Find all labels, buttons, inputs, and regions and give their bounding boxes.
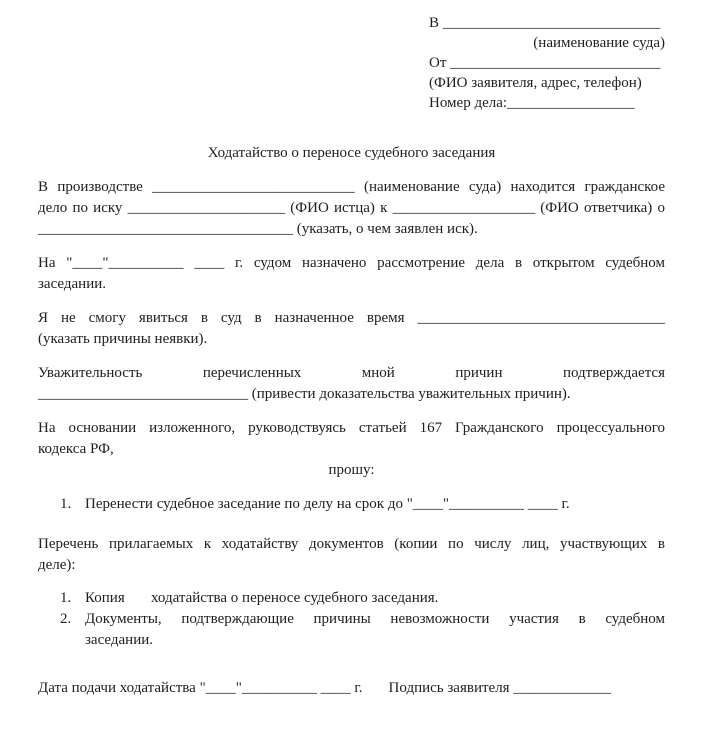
court-name-caption: (наименование суда) [533, 35, 665, 51]
filing-date-blank: Дата подачи ходатайства "____"__________ ____ г. [38, 680, 363, 696]
applicant-caption: (ФИО заявителя, адрес, телефон) [429, 75, 642, 91]
footer-row [38, 678, 665, 699]
attachment-item-text: Копия ходатайства о переносе судебного заседания. [85, 590, 439, 606]
court-header-block [429, 13, 665, 113]
paragraph-cannot-attend-line: Я не смогу явиться в суд в назначенное время _________________________________ [38, 310, 665, 326]
attachments-intro-line: Перечень прилагаемых к ходатайству документов (копии по числу лиц, участвующих в [38, 536, 665, 552]
motion-request-item-text: Перенести судебное заседание по делу на срок до "____"__________ ____ г. [85, 496, 570, 512]
motion-request-item-number: 1. [60, 496, 72, 512]
attachment-item-text: заседании. [85, 632, 154, 648]
paragraph-legal-basis-line: На основании изложенного, руководствуясь статьей 167 Гражданского процессуального [38, 420, 665, 436]
paragraph-valid-reasons-line: Уважительность перечисленных мной причин подтверждается [38, 365, 665, 381]
document-title: Ходатайство о переносе судебного заседания [207, 145, 496, 161]
motion-request-item [38, 494, 665, 515]
attachment-item-number: 1. [60, 590, 72, 606]
attachment-item-text: Документы, подтверждающие причины невозможности участия в судебном [85, 611, 665, 627]
paragraph-legal-basis-line: кодекса РФ, [38, 441, 114, 457]
paragraph-case-info-line: __________________________________ (указать, о чем заявлен иск). [38, 221, 478, 237]
request-word: прошу: [328, 462, 375, 478]
paragraph-cannot-attend [38, 308, 665, 350]
applicant-signature-blank: Подпись заявителя _____________ [388, 680, 611, 696]
paragraph-case-info-line: дело по иску _____________________ (ФИО истца) к ___________________ (ФИО ответчика) о [38, 200, 665, 216]
paragraph-cannot-attend-line: (указать причины неявки). [38, 331, 208, 347]
case-number-blank: Номер дела:_________________ [429, 95, 635, 111]
attachments-intro [38, 534, 665, 576]
attachment-item-documents [38, 609, 665, 651]
attachments-intro-line: деле): [38, 557, 76, 573]
attachment-item-copy [38, 588, 665, 609]
paragraph-valid-reasons [38, 363, 665, 405]
paragraph-hearing-date-line: На "____"__________ ____ г. судом назначено рассмотрение дела в открытом судебном [38, 255, 665, 271]
paragraph-hearing-date [38, 253, 665, 295]
paragraph-valid-reasons-line: ____________________________ (привести доказательства уважительных причин). [38, 386, 571, 402]
paragraph-hearing-date-line: заседании. [38, 276, 107, 292]
paragraph-case-info [38, 177, 665, 240]
attachments-list [38, 588, 665, 651]
attachment-item-number: 2. [60, 611, 72, 627]
court-name-blank: В _____________________________ [429, 15, 661, 31]
applicant-blank: От ____________________________ [429, 55, 661, 71]
paragraph-legal-basis [38, 418, 665, 460]
paragraph-case-info-line: В производстве ___________________________ (наименование суда) находится гражданское [38, 179, 665, 195]
